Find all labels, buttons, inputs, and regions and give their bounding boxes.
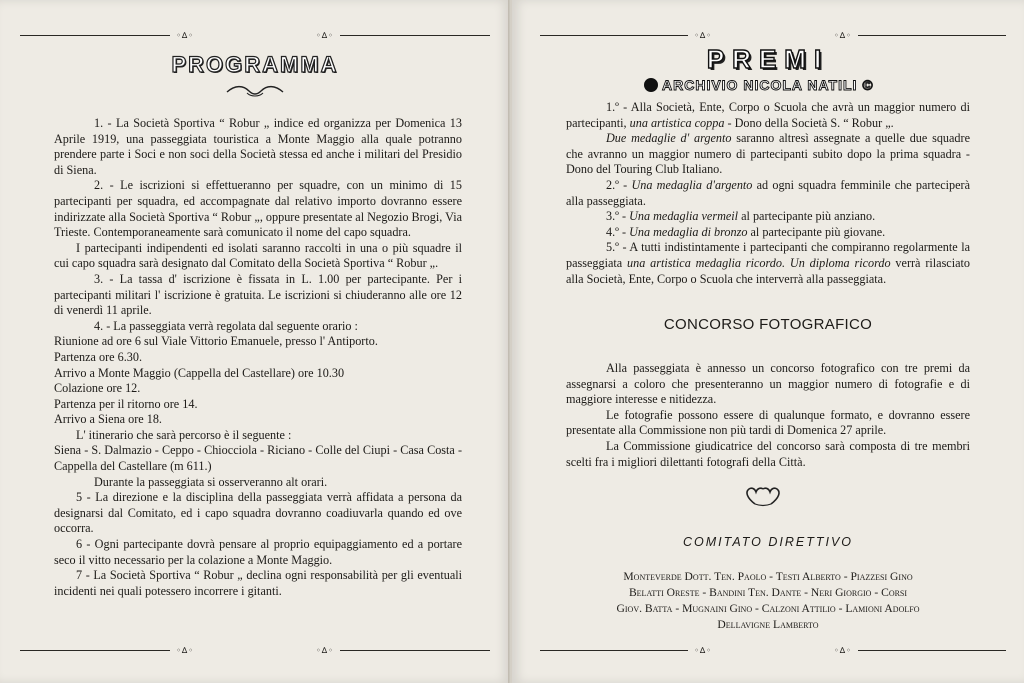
comitato-title: COMITATO DIRETTIVO xyxy=(682,535,854,549)
members-line: Dellavigne Lamberto xyxy=(717,618,819,631)
programma-paragraph-5: 4. - La passeggiata verrà regolata dal seguente orario : xyxy=(94,318,358,333)
schedule-line: Partenza ore 6.30. xyxy=(54,349,142,364)
committee-members xyxy=(556,569,980,633)
programma-title: PROGRAMMA xyxy=(171,52,339,77)
watermark-globe-icon xyxy=(644,78,658,92)
prize-1-silver: Due medaglie d' argento saranno altresì assegnate a quelle due squadre che avranno un maggior numero di partecipanti subito dopo la prima squadra - Dono del Touring Club Italiano. xyxy=(566,131,970,177)
programma-paragraph-4: 3. - La tassa d' iscrizione è fissata in L. 1.00 per partecipante. Per i partecipanti militari l' iscrizione è gratuita. Le iscrizioni si chiuderanno alle ore 12 di venerdì 11 aprile. xyxy=(54,271,462,318)
stops-note: Durante la passeggiata si osserveranno alt orari. xyxy=(94,474,328,489)
prize-4: 4.º - Una medaglia di bronzo al partecipante più giovane. xyxy=(606,224,886,239)
programma-paragraph-7: 6 - Ogni partecipante dovrà pensare al proprio equipaggiamento ed a portare seco il vitto necessario per la colazione a Monte Maggio. xyxy=(54,537,462,567)
prize-1: 1.º - Alla Società, Ente, Corpo o Scuola che avrà un maggior numero di partecipanti, una artistica coppa - Dono della Società S. “ Robur „. xyxy=(566,100,970,130)
schedule-line: Riunione ad ore 6 sul Viale Vittorio Emanuele, presso l' Antiporto. xyxy=(54,334,378,349)
programma-paragraph-6: 5 - La direzione e la disciplina della passeggiata verrà affidata a persona da designarsi dal Comitato, ed i capo squadra dovranno coadiuvarla quando ed ove occorra. xyxy=(54,490,462,536)
programma-paragraph-3: I partecipanti indipendenti ed isolati saranno raccolti in una o più squadre il cui capo squadra sarà designato dal Comitato della Società Sportiva “ Robur „. xyxy=(54,240,462,271)
members-line: Giov. Batta - Mugnaini Gino - Calzoni Attilio - Lamioni Adolfo xyxy=(616,602,920,615)
concorso-paragraph-1: Alla passeggiata è annesso un concorso fotografico con tre premi da assegnarsi a coloro che presenteranno un maggior numero di fotografie e di maggiore interesse e nitidezza. xyxy=(566,361,970,407)
programma-paragraph-8: 7 - La Società Sportiva “ Robur „ declina ogni responsabilità per gli eventuali incidenti nei quali potessero incorrere i gitanti. xyxy=(54,568,462,598)
top-rule-right: ◦∆◦ ◦∆◦ xyxy=(540,30,1006,40)
swash-ornament-icon xyxy=(225,84,285,98)
concorso-paragraph-3: La Commissione giudicatrice del concorso sarà composta di tre membri scelti fra i migliori dilettanti fotografi della Città. xyxy=(566,438,970,469)
top-rule-left: ◦∆◦ ◦∆◦ xyxy=(20,30,490,40)
premi-title: PREMI xyxy=(706,44,830,74)
programma-text xyxy=(54,116,462,599)
itinerary-intro: L' itinerario che sarà percorso è il seguente : xyxy=(76,427,292,442)
schedule-line: Partenza per il ritorno ore 14. xyxy=(54,396,198,411)
concorso-paragraph-2: Le fotografie possono essere di qualunque formato, e dovranno essere presentate alla Commissione non più tardi di Domenica 27 aprile. xyxy=(566,407,970,438)
members-line: Belatti Oreste - Bandini Ten. Dante - Neri Giorgio - Corsi xyxy=(628,586,908,599)
concorso-title: CONCORSO FOTOGRAFICO xyxy=(663,316,873,333)
schedule-line: Colazione ore 12. xyxy=(54,381,141,396)
prize-2: 2.º - Una medaglia d'argento ad ogni squadra femminile che parteciperà alla passeggiata. xyxy=(566,177,970,208)
prize-5: 5.º - A tutti indistintamente i partecipanti che compiranno regolarmente la passeggiata una artistica medaglia ricordo. Un diploma ricordo verrà rilasciato alla Società, Ente, Corpo o Scuola che interverrà alla passeggiata. xyxy=(566,240,970,286)
watermark-text: ARCHIVIO NICOLA NATILI © xyxy=(662,77,874,93)
programma-paragraph-1: 1. - La Società Sportiva “ Robur „ indice ed organizza per Domenica 13 Aprile 1919, una passeggiata touristica a Monte Maggio alla quale potranno prendere parte i Soci e non soci della Società stessa ed anche i militari del Presidio di Siena. xyxy=(54,116,462,177)
bottom-rule-right: ◦∆◦ ◦∆◦ xyxy=(540,645,1006,655)
programma-paragraph-2: 2. - Le iscrizioni si effettueranno per squadre, con un minimo di 15 partecipanti per squadra, ed accompagnate dal relativo importo dovranno essere indirizzate alla Società Sportiva “ Robur „, oppure presentate al Negozio Brogi, Via Trieste. Contemporaneamente sarà comunicato il nome del capo squadra. xyxy=(54,178,462,240)
members-line: Monteverde Dott. Ten. Paolo - Testi Alberto - Piazzesi Gino xyxy=(623,570,913,583)
bottom-rule-left: ◦∆◦ ◦∆◦ xyxy=(20,645,490,655)
itinerary: Siena - S. Dalmazio - Ceppo - Chiocciola - Riciano - Colle del Ciupi - Casa Costa - Cappella del Castellare (m 611.) xyxy=(54,443,462,474)
schedule-line: Arrivo a Siena ore 18. xyxy=(54,412,162,427)
hearts-ornament-icon xyxy=(743,484,783,508)
concorso-text xyxy=(566,361,970,470)
prize-3: 3.º - Una medaglia vermeil al partecipante più anziano. xyxy=(606,209,876,224)
archive-watermark xyxy=(644,77,874,93)
premi-text xyxy=(566,100,970,287)
schedule-line: Arrivo a Monte Maggio (Cappella del Castellare) ore 10.30 xyxy=(54,365,345,380)
